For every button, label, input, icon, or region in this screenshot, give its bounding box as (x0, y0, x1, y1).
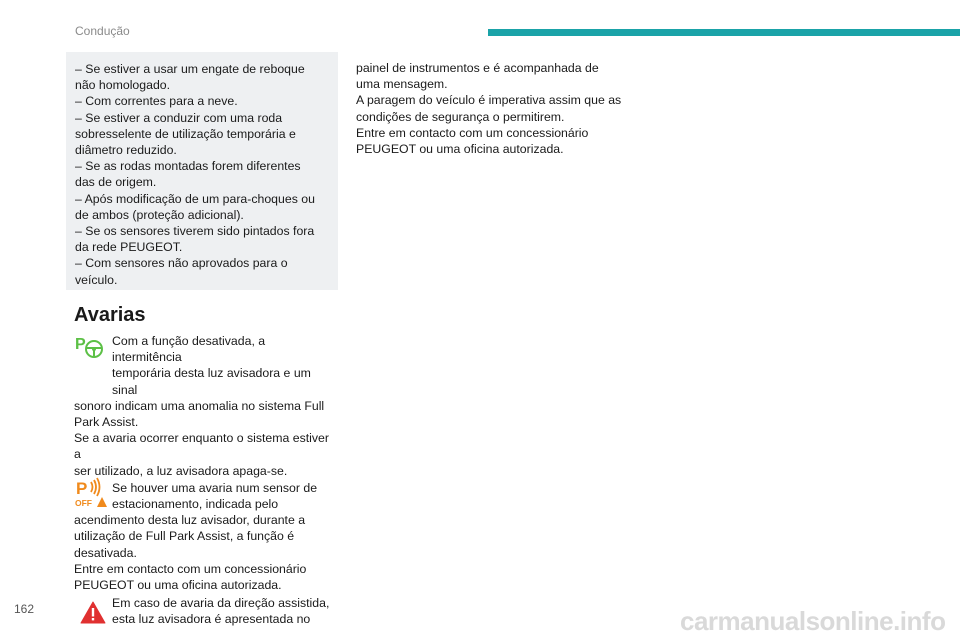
note-line: – Se estiver a usar um engate de reboque (75, 62, 305, 76)
note-line: não homologado. (75, 78, 171, 93)
text-line: esta luz avisadora é apresentada no (112, 612, 311, 627)
right-column (356, 60, 628, 157)
text-line: estacionamento, indicada pelo (112, 497, 279, 512)
text-line: condições de segurança o permitirem. (356, 109, 565, 124)
text-line: Entre em contacto com um concessionário (356, 125, 589, 140)
note-line: – Após modificação de um para-choques ou (75, 191, 315, 206)
text-line: Entre em contacto com um concessionário (74, 561, 307, 576)
text-line: painel de instrumentos e é acompanhada de (356, 61, 599, 75)
off-label: OFF (75, 497, 92, 508)
text-line: A paragem do veículo é imperativa assim que as (356, 93, 622, 108)
note-box (66, 52, 338, 290)
park-assist-steering-icon (74, 335, 106, 364)
text-line: Park Assist. (74, 415, 139, 430)
note-line: de ambos (proteção adicional). (75, 207, 244, 222)
note-line: diâmetro reduzido. (75, 143, 177, 158)
section-heading: Avarias (74, 304, 146, 326)
text-line: Se houver uma avaria num sensor de (112, 480, 318, 495)
svg-text:P: P (76, 478, 88, 498)
text-line: utilização de Full Park Assist, a função é (74, 529, 295, 544)
note-line: – Se os sensores tiverem sido pintados fora (75, 224, 315, 239)
text-line: PEUGEOT ou uma oficina autorizada. (356, 142, 564, 157)
note-line: – Com correntes para a neve. (75, 94, 238, 109)
note-line: – Se estiver a conduzir com uma roda (75, 110, 283, 125)
note-line: – Com sensores não aprovados para o (75, 256, 288, 271)
paragraph-steering-fault (74, 595, 338, 627)
text-line: sonoro indicam uma anomalia no sistema Full (74, 398, 325, 413)
red-warning-triangle-icon (80, 601, 106, 629)
text-line: Se a avaria ocorrer enquanto o sistema estiver a (74, 431, 329, 462)
header-title: Condução (75, 24, 130, 38)
page-number: 162 (14, 602, 35, 616)
paragraph-sensor-fault (74, 480, 338, 593)
text-line: Em caso de avaria da direção assistida, (112, 596, 330, 611)
svg-text:P: P (75, 336, 86, 353)
text-line: ser utilizado, a luz avisadora apaga-se. (74, 463, 288, 478)
note-line: sobresselente de utilização temporária e (75, 126, 296, 141)
watermark: carmanualsonline.info (680, 606, 946, 636)
note-line: das de origem. (75, 175, 157, 190)
text-line: PEUGEOT ou uma oficina autorizada. (74, 578, 282, 593)
left-column (74, 333, 338, 628)
text-line: acendimento desta luz avisador, durante a (74, 513, 306, 528)
note-line: da rede PEUGEOT. (75, 240, 183, 255)
note-line: veículo. (75, 272, 118, 287)
note-line: – Se as rodas montadas forem diferentes (75, 159, 301, 174)
text-line: Com a função desativada, a intermitência (112, 334, 266, 365)
text-line: uma mensagem. (356, 77, 448, 92)
text-line: temporária desta luz avisadora e um sinal (112, 366, 311, 397)
paragraph-park-assist-fault (74, 333, 338, 479)
parking-sensor-off-icon (74, 477, 108, 514)
header-accent-bar (488, 29, 960, 36)
text-line: desativada. (74, 545, 137, 560)
